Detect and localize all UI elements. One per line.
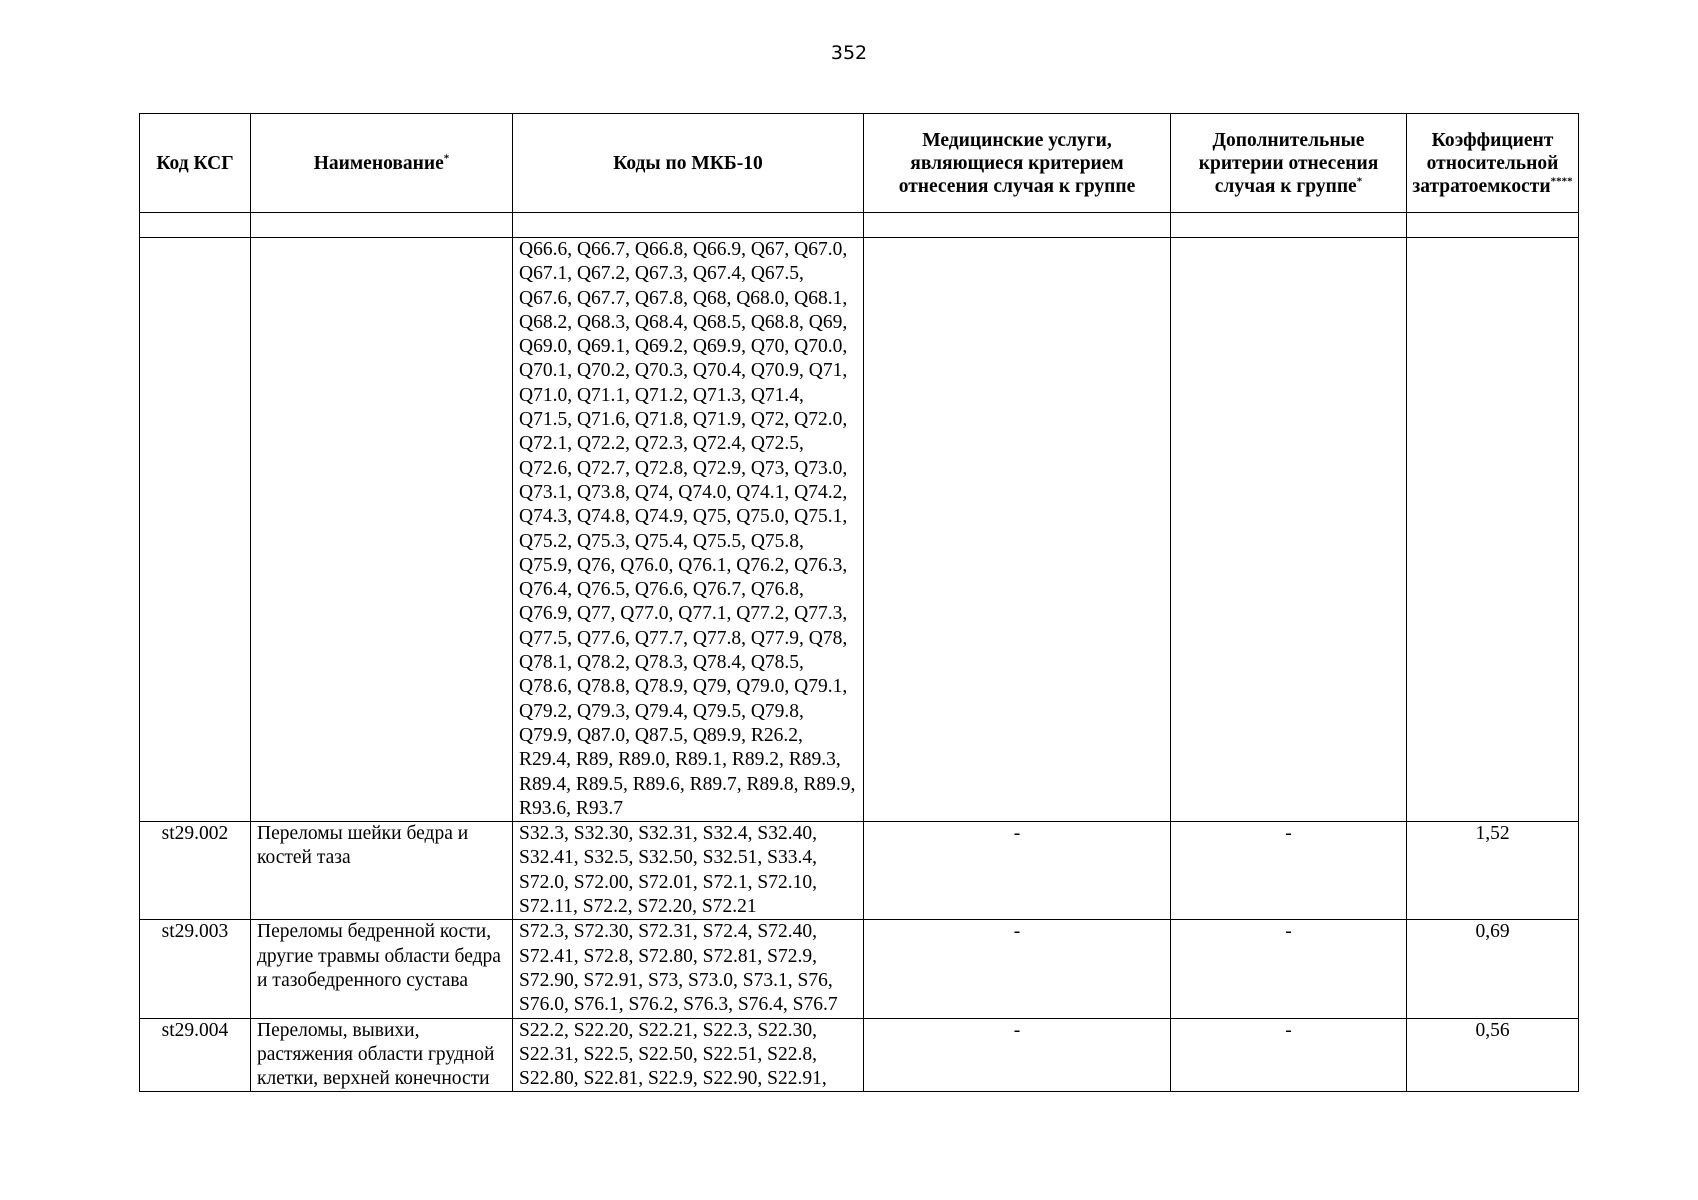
services-cell: - <box>864 920 1171 1018</box>
criteria-cell <box>1171 238 1407 822</box>
mkb-codes-cell: S32.3, S32.30, S32.31, S32.4, S32.40, S32.41, S32.5, S32.50, S32.51, S33.4, S72.0, S72.00, S72.01, S72.1, S72.10, S72.11, S72.2, S72.20, S72.21 <box>513 822 864 920</box>
header-name: Наименование* <box>251 114 513 213</box>
header-ksg-code: Код КСГ <box>140 114 251 213</box>
services-cell: - <box>864 822 1171 920</box>
table-spacer-row <box>140 213 1579 238</box>
name-cell: Переломы, вывихи, растяжения области грудной клетки, верхней конечности <box>251 1018 513 1092</box>
header-medical-services: Медицинские услуги, являющиеся критерием отнесения случая к группе <box>864 114 1171 213</box>
table-row <box>140 1018 1579 1092</box>
ksg-code-cell: st29.003 <box>140 920 251 1018</box>
header-mkb-codes: Коды по МКБ-10 <box>513 114 864 213</box>
criteria-cell: - <box>1171 1018 1407 1092</box>
mkb-codes-cell: S22.2, S22.20, S22.21, S22.3, S22.30, S22.31, S22.5, S22.50, S22.51, S22.8, S22.80, S22.81, S22.9, S22.90, S22.91, <box>513 1018 864 1092</box>
coefficient-cell: 0,69 <box>1407 920 1579 1018</box>
mkb-codes-cell: Q66.6, Q66.7, Q66.8, Q66.9, Q67, Q67.0, Q67.1, Q67.2, Q67.3, Q67.4, Q67.5, Q67.6, Q67.7, Q67.8, Q68, Q68.0, Q68.1, Q68.2, Q68.3, Q68.4, Q68.5, Q68.8, Q69, Q69.0, Q69.1, Q69.2, Q69.9, Q70, Q70.0, Q70.1, Q70.2, Q70.3, Q70.4, Q70.9, Q71, Q71.0, Q71.1, Q71.2, Q71.3, Q71.4, Q71.5, Q71.6, Q71.8, Q71.9, Q72, Q72.0, Q72.1, Q72.2, Q72.3, Q72.4, Q72.5, Q72.6, Q72.7, Q72.8, Q72.9, Q73, Q73.0, Q73.1, Q73.8, Q74, Q74.0, Q74.1, Q74.2, Q74.3, Q74.8, Q74.9, Q75, Q75.0, Q75.1, Q75.2, Q75.3, Q75.4, Q75.5, Q75.8, Q75.9, Q76, Q76.0, Q76.1, Q76.2, Q76.3, Q76.4, Q76.5, Q76.6, Q76.7, Q76.8, Q76.9, Q77, Q77.0, Q77.1, Q77.2, Q77.3, Q77.5, Q77.6, Q77.7, Q77.8, Q77.9, Q78, Q78.1, Q78.2, Q78.3, Q78.4, Q78.5, Q78.6, Q78.8, Q78.9, Q79, Q79.0, Q79.1, Q79.2, Q79.3, Q79.4, Q79.5, Q79.8, Q79.9, Q87.0, Q87.5, Q89.9, R26.2, R29.4, R89, R89.0, R89.1, R89.2, R89.3, R89.4, R89.5, R89.6, R89.7, R89.8, R89.9, R93.6, R93.7 <box>513 238 864 822</box>
table-row <box>140 238 1579 822</box>
table-header-row <box>140 114 1579 213</box>
ksg-code-cell: st29.002 <box>140 822 251 920</box>
ksg-code-cell <box>140 238 251 822</box>
ksg-code-cell: st29.004 <box>140 1018 251 1092</box>
name-cell: Переломы шейки бедра и костей таза <box>251 822 513 920</box>
coefficient-cell <box>1407 238 1579 822</box>
services-cell: - <box>864 1018 1171 1092</box>
mkb-codes-cell: S72.3, S72.30, S72.31, S72.4, S72.40, S72.41, S72.8, S72.80, S72.81, S72.9, S72.90, S72.91, S73, S73.0, S73.1, S76, S76.0, S76.1, S76.2, S76.3, S76.4, S76.7 <box>513 920 864 1018</box>
ksg-table <box>139 113 1579 1092</box>
name-cell: Переломы бедренной кости, другие травмы области бедра и тазобедренного сустава <box>251 920 513 1018</box>
table-row <box>140 822 1579 920</box>
name-cell <box>251 238 513 822</box>
criteria-cell: - <box>1171 920 1407 1018</box>
coefficient-cell: 1,52 <box>1407 822 1579 920</box>
table-row <box>140 920 1579 1018</box>
coefficient-cell: 0,56 <box>1407 1018 1579 1092</box>
header-cost-coefficient: Коэффициент относительной затратоемкости**** <box>1407 114 1579 213</box>
header-additional-criteria: Дополнительные критерии отнесения случая к группе* <box>1171 114 1407 213</box>
page-number: 352 <box>830 42 868 64</box>
services-cell <box>864 238 1171 822</box>
criteria-cell: - <box>1171 822 1407 920</box>
